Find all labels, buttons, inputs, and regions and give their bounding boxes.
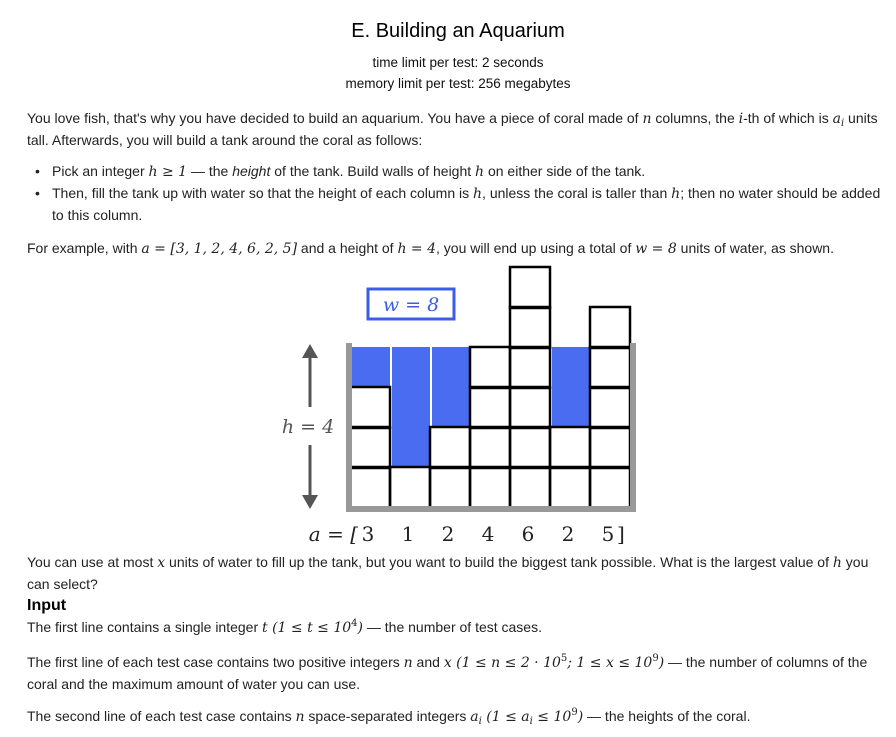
coral-cell: [430, 467, 470, 508]
water-column: [552, 347, 590, 427]
question-paragraph: You can use at most x units of water to fill up the tank, but you want to build the biggest tank possible. What is the largest value of h you can select?: [27, 554, 869, 592]
water-column: [352, 347, 390, 387]
coral-cell: [510, 347, 550, 388]
coral-cell: [470, 427, 510, 468]
coral-cell: [430, 427, 470, 468]
coral-cell: [350, 387, 390, 428]
array-value: 6: [521, 522, 535, 546]
list-item: • Then, fill the tank up with water so that the height of each column is h, unless the coral is taller than h; then no water should be added to this column.: [27, 183, 887, 226]
coral-cell: [510, 267, 550, 308]
water-column: [432, 347, 470, 427]
input-heading: Input: [27, 597, 67, 614]
input-line-1: The first line contains a single integer t $(1 \le t \le 10^4)$ — the number of test cases.: [27, 618, 542, 636]
coral-cell: [350, 427, 390, 468]
coral-cell: [590, 307, 630, 348]
array-suffix: ]: [617, 522, 625, 546]
coral-cell: [590, 467, 630, 508]
array-value: 2: [441, 522, 455, 546]
array-value: 1: [401, 522, 415, 546]
coral-cell: [590, 427, 630, 468]
coral-cell: [390, 467, 430, 508]
array-value: 4: [481, 522, 495, 546]
coral-cell: [510, 467, 550, 508]
time-limit: time limit per test: 2 seconds: [372, 55, 544, 70]
example-paragraph: For example, with a = [3, 1, 2, 4, 6, 2, 5] and a height of h = 4, you will end up using a total of w = 8 units of water, as shown.: [27, 240, 834, 257]
coral-cell: [510, 307, 550, 348]
problem-title: E. Building an Aquarium: [351, 20, 565, 42]
array-value: 2: [561, 522, 575, 546]
coral-cell: [350, 467, 390, 508]
water-amount-label: w = 8: [382, 294, 440, 316]
input-line-3: The second line of each test case contains n space-separated integers $a_i$ $(1 \le a_i \le 10^9)$ — the heights of the coral.: [27, 707, 751, 727]
coral-cell: [510, 427, 550, 468]
coral-cell: [550, 467, 590, 508]
array-value: 3: [361, 522, 375, 546]
memory-limit: memory limit per test: 256 megabytes: [345, 76, 571, 91]
intro-paragraph: You love fish, that's why you have decided to build an aquarium. You have a piece of coral made of n columns, the i-th of which is $a_i$ units tall. Afterwards, you will build a tank around the coral as follows:: [27, 110, 878, 148]
water-column: [392, 347, 430, 467]
coral-cell: [590, 347, 630, 388]
height-label: h = 4: [281, 416, 335, 438]
array-prefix: a = [: [308, 522, 358, 546]
array-values: [362, 522, 615, 546]
list-item: • Pick an integer h ≥ 1 — the height of the tank. Build walls of height h on either side of the tank.: [27, 161, 887, 183]
coral-cell: [470, 467, 510, 508]
coral-cell: [550, 427, 590, 468]
arrow-head-up: [302, 344, 318, 358]
coral-cell: [510, 387, 550, 428]
input-line-2: The first line of each test case contains two positive integers n and x ($1 \le n \le 2 \cdot 10^5$; $1 \le x \le 10^9$) — the number of columns of the coral and the maximum amount of water you can use.: [27, 653, 868, 692]
coral-cell: [590, 387, 630, 428]
coral-cell: [470, 347, 510, 388]
arrow-head-down: [302, 495, 318, 509]
coral-cell: [470, 387, 510, 428]
array-value: 5: [601, 522, 615, 546]
